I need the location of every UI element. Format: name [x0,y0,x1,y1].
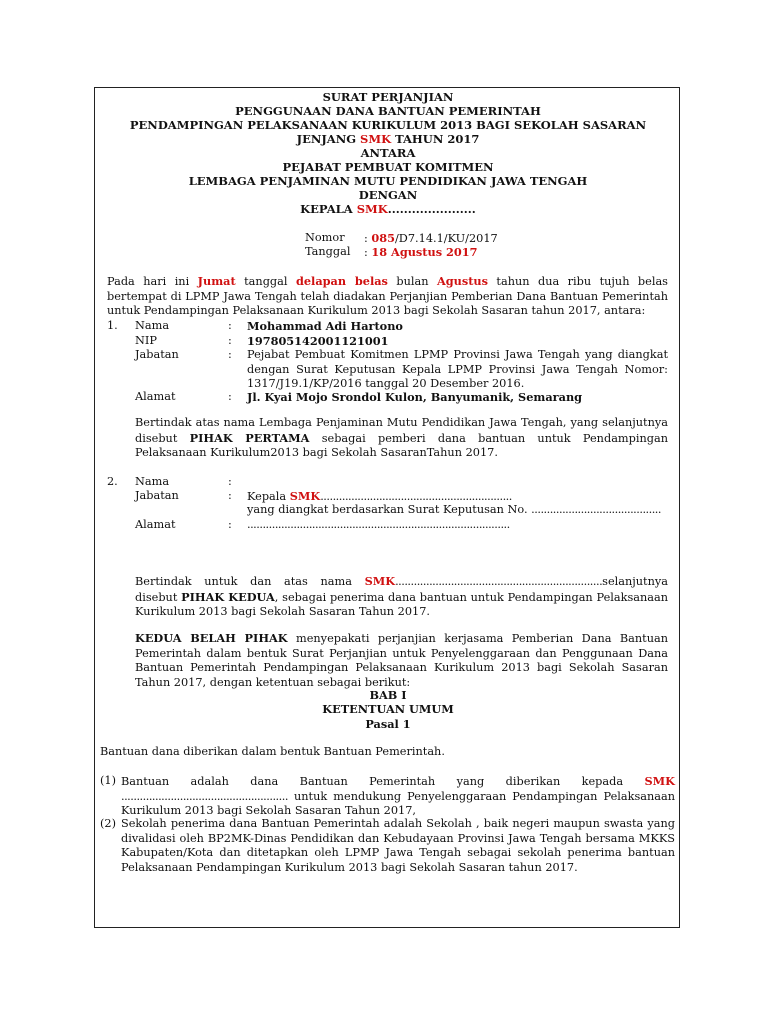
header-line-5: ANTARA [360,146,416,160]
nomor-rest: /D7.14.1/KU/2017 [395,232,498,245]
party2-role: PIHAK KEDUA [181,589,275,604]
party1-desc-text-2: sebagai pemberi dana bantuan untuk Pendampingan Pelaksanaan Kurikulum2013 bagi Sekolah SasaranTahun 2017. [135,431,669,459]
party1-nip-colon: : [228,334,232,347]
party2-sk-dots: .......................................... [531,503,661,516]
body-intro: Bantuan dana diberikan dalam bentuk Bantuan Pemerintah. [100,745,445,758]
item1-smk: SMK [644,774,675,788]
party2-smk: SMK [289,489,321,503]
intro-text-1: Pada hari ini [107,275,198,288]
agreement-paragraph [135,631,668,690]
tanggal-date: 18 Agustus 2017 [371,245,478,259]
nomor-label: Nomor [305,231,345,244]
tanggal-colon: : [364,246,372,259]
party2-sk-text: yang diangkat berdasarkan Surat Keputusan No. [247,503,532,516]
intro-text-2: tanggal [235,275,296,288]
party2-desc-text-3: , sebagai penerima dana bantuan untuk Pendampingan Pelaksanaan Kurikulum 2013 bagi Sekolah Sasaran Tahun 2017. [135,590,669,618]
party1-nama-value: Mohammad Adi Hartono [247,319,403,333]
header-line-9 [95,202,681,216]
party2-sk [247,503,661,518]
party1-number: 1. [107,319,118,332]
agreement-text: menyepakati perjanjian kerjasama Pemberian Dana Bantuan Pemerintah dalam bentuk Surat Perjanjian untuk Penyelenggaraan dan Penggunaan Dana Bantuan Pemerintah Pendampingan Pelaksanaan Kurikulum 2013 bagi Sekolah Sasaran Tahun 2017, dengan ketentuan sebagai berikut: [135,632,669,689]
party1-role: PIHAK PERTAMA [189,430,310,445]
tanggal-label: Tanggal [305,245,351,258]
item1-text [121,774,675,819]
party2-desc-text-2: selanjutnya disebut [135,575,668,604]
intro-month: Agustus [436,274,488,288]
header-line-9-dots: ...................... [387,202,476,216]
party1-nip-label: NIP [135,334,157,347]
bab-heading: BAB I [369,688,407,702]
party1-nama-label: Nama [135,319,170,332]
party1-nama-colon: : [228,319,232,332]
party2-kepala-dots: .............................................................. [320,490,512,503]
header-line-4-pre: JENJANG [296,132,361,146]
header-line-8: DENGAN [358,188,418,202]
item1-number: (1) [100,774,117,787]
header-line-4-smk: SMK [360,132,392,146]
party1-nip-value: 197805142001121001 [247,334,389,348]
party1-alamat-colon: : [228,390,232,403]
party1-alamat-label: Alamat [135,390,176,403]
party2-description [135,574,668,620]
intro-date: delapan belas [295,274,388,288]
item1-dots: ...................................................... [121,789,288,803]
party1-alamat-value: Jl. Kyai Mojo Srondol Kulon, Banyumanik, Semarang [247,390,583,404]
party1-description [135,416,668,461]
party2-desc-dots: ................................................................... [395,575,603,588]
header-line-2: PENGGUNAAN DANA BANTUAN PEMERINTAH [235,104,541,118]
party2-nama-label: Nama [135,475,170,488]
party1-jabatan-colon: : [228,348,232,361]
party1-desc-text-1: Bertindak atas nama Lembaga Penjaminan Mutu Pendidikan Jawa Tengah, yang selanjutnya disebut [135,416,668,445]
party1-jabatan-value: Pejabat Pembuat Komitmen LPMP Provinsi Jawa Tengah yang diangkat dengan Surat Keputusan Kepala LPMP Provinsi Jawa Tengah Nomor: 1317/J19.1/KP/2016 tanggal 20 Desember 2016. [247,348,668,390]
party2-desc-smk: SMK [364,574,396,588]
party2-kepala: Kepala [247,490,290,503]
header-line-1: SURAT PERJANJIAN [322,90,454,104]
bab-title: KETENTUAN UMUM [322,702,454,716]
agreement-parties: KEDUA BELAH PIHAK [135,631,288,645]
header-line-4 [95,132,681,146]
item2-text: Sekolah penerima dana Bantuan Pemerintah adalah Sekolah , baik negeri maupun swasta yang divalidasi oleh BP2MK-Dinas Pendidikan dan Kebudayaan Provinsi Jawa Tengah bersama MKKS Kabupaten/Kota dan ditetapkan oleh LPMP Jawa Tengah sebagai sekolah penerima bantuan Pelaksanaan Pendampingan Kurikulum 2013 bagi Sekolah Sasaran tahun 2017. [121,817,675,874]
party2-alamat-label: Alamat [135,518,176,531]
header-line-9-pre: KEPALA [300,202,357,216]
item1-text-post: untuk mendukung Penyelenggaraan Pendampingan Pelaksanaan Kurikulum 2013 bagi Sekolah Sasaran Tahun 2017, [121,789,675,817]
intro-text-4: tahun dua ribu tujuh belas bertempat di LPMP Jawa Tengah telah diadakan Perjanjian Pemberian Dana Bantuan Pemerintah untuk Pendampingan Pelaksanaan Kurikulum 2013 bagi Sekolah Sasaran tahun 2017, antara: [107,275,668,317]
item1-text-pre: Bantuan adalah dana Bantuan Pemerintah yang diberikan kepada [121,775,645,788]
nomor-number: 085 [371,231,395,245]
intro-text-3: bulan [387,275,437,288]
party2-nama-colon: : [228,475,232,488]
pasal-heading: Pasal 1 [365,717,411,731]
party2-alamat-dots: ..................................................................................... [247,518,510,531]
party2-desc-text-1: Bertindak untuk dan atas nama [135,575,365,588]
intro-paragraph [107,274,668,319]
item2-number: (2) [100,817,117,830]
party2-number: 2. [107,475,118,488]
header-line-7: LEMBAGA PENJAMINAN MUTU PENDIDIKAN JAWA TENGAH [188,174,588,188]
nomor-colon: : [364,232,372,245]
header-line-9-smk: SMK [356,202,388,216]
party2-jabatan-colon: : [228,489,232,502]
tanggal-value [364,245,477,261]
header-line-4-post: TAHUN 2017 [391,132,480,146]
intro-day: Jumat [197,274,236,288]
header-line-3: PENDAMPINGAN PELAKSANAAN KURIKULUM 2013 BAGI SEKOLAH SASARAN [129,118,647,132]
party2-alamat-colon: : [228,518,232,531]
header-line-6: PEJABAT PEMBUAT KOMITMEN [282,160,494,174]
party1-jabatan-label: Jabatan [135,348,179,361]
document-page [94,87,680,928]
party2-jabatan-label: Jabatan [135,489,179,502]
